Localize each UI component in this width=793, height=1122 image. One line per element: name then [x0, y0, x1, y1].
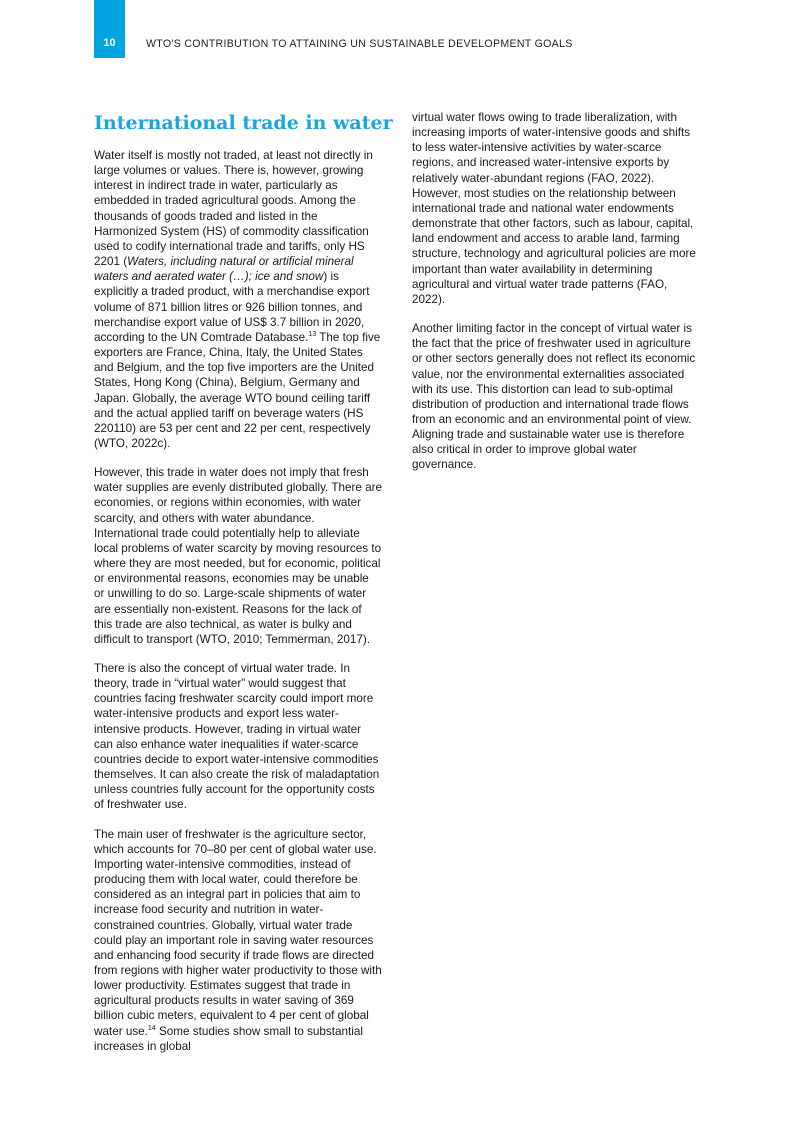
page-number-tab: [94, 0, 125, 58]
paragraph-4-text-b: Some studies show small to substantial increases in global: [94, 1024, 363, 1053]
paragraph-1-italic-product-name: Waters, including natural or artificial mineral waters and aerated water (…); ice and snow: [94, 255, 354, 284]
paragraph-3: There is also the concept of virtual water trade. In theory, trade in “virtual water” would suggest that countries facing freshwater scarcity could import more water-intensive products and export less water-intensive products. However, trading in virtual water can also enhance water inequalities if water-scarce countries decide to export water-intensive commodities themselves. It can also create the risk of maladaptation unless countries fully account for the opportunity costs of freshwater use.: [94, 662, 380, 812]
paragraph-2: However, this trade in water does not imply that fresh water supplies are evenly distributed globally. There are economies, or regions within economies, with water scarcity, and others with water abundance. International trade could potentially help to alleviate local problems of water scarcity by moving resources to where they are most needed, but for economic, political or environmental reasons, economies may be unable or unwilling to do so. Large-scale shipments of water are essentially non-existent. Reasons for the lack of this trade are also technical, as water is bulky and difficult to transport (WTO, 2010; Temmerman, 2017).: [94, 466, 383, 646]
footnote-ref-14: 14: [147, 1024, 156, 1032]
paragraph-1-text-a: Water itself is mostly not traded, at least not directly in large volumes or values. There is, however, growing interest in indirect trade in water, particularly as embedded in traded agricultural goods. Among the thousands of goods traded and listed in the Harmonized System (HS) of commodity classification used to codify international trade and tariffs, only HS 2201 (: [94, 149, 373, 269]
page-number: 10: [103, 37, 116, 49]
footnote-ref-13: 13: [308, 330, 317, 338]
section-title: International trade in water: [94, 112, 393, 134]
paragraph-4-text-a: The main user of freshwater is the agriculture sector, which accounts for 70–80 per cent of global water use. Importing water-intensive commodities, instead of producing them with local water, could therefore be considered as an integral part in policies that aim to increase food security and nutrition in water-constrained countries. Globally, virtual water trade could play an important role in saving water resources and enhancing food security if trade flows are directed from regions with higher water productivity to those with lower productivity. Estimates suggest that trade in agricultural products results in water saving of 369 billion cubic meters, equivalent to 4 per cent of global water use.: [94, 827, 382, 1038]
paragraph-1-text-d: The top five exporters are France, China, Italy, the United States and Belgium, and the top five importers are the United States, Hong Kong (China), Belgium, Germany and Japan. Globally, the average WTO bound ceiling tariff and the actual applied tariff on beverage waters (HS 220110) are 53 per cent and 22 per cent, respectively (WTO, 2022c).: [94, 330, 381, 450]
paragraph-1: [94, 148, 382, 451]
running-header: WTO'S CONTRIBUTION TO ATTAINING UN SUSTAINABLE DEVELOPMENT GOALS: [146, 38, 573, 50]
paragraph-1-text-c: ) is explicitly a traded product, with a merchandise export volume of 871 billion litres or 926 billion tonnes, and merchandise export value of US$ 3.7 billion in 2020, according to the UN Comtrade Database.: [94, 270, 370, 344]
paragraph-4: [94, 827, 382, 1054]
paragraph-5: virtual water flows owing to trade liberalization, with increasing imports of water-intensive goods and shifts to less water-intensive activities by water-scarce regions, and increased water-intensive exports by relatively water-abundant regions (FAO, 2022). However, most studies on the relationship between international trade and national water endowments demonstrate that other factors, such as labour, capital, land endowment and access to arable land, farming structure, technology and agricultural policies are more important than water availability in determining agricultural and virtual water trade patterns (FAO, 2022).: [412, 111, 696, 306]
right-column: [412, 110, 700, 487]
paragraph-6: Another limiting factor in the concept of virtual water is the fact that the price of freshwater used in agriculture or other sectors generally does not reflect its economic value, nor the environmental externalities associated with its use. This distortion can lead to sub-optimal distribution of production and international trade flows from an economic and an environmental point of view. Aligning trade and sustainable water use is therefore also critical in order to improve global water governance.: [412, 322, 696, 472]
left-column: [94, 111, 393, 1068]
